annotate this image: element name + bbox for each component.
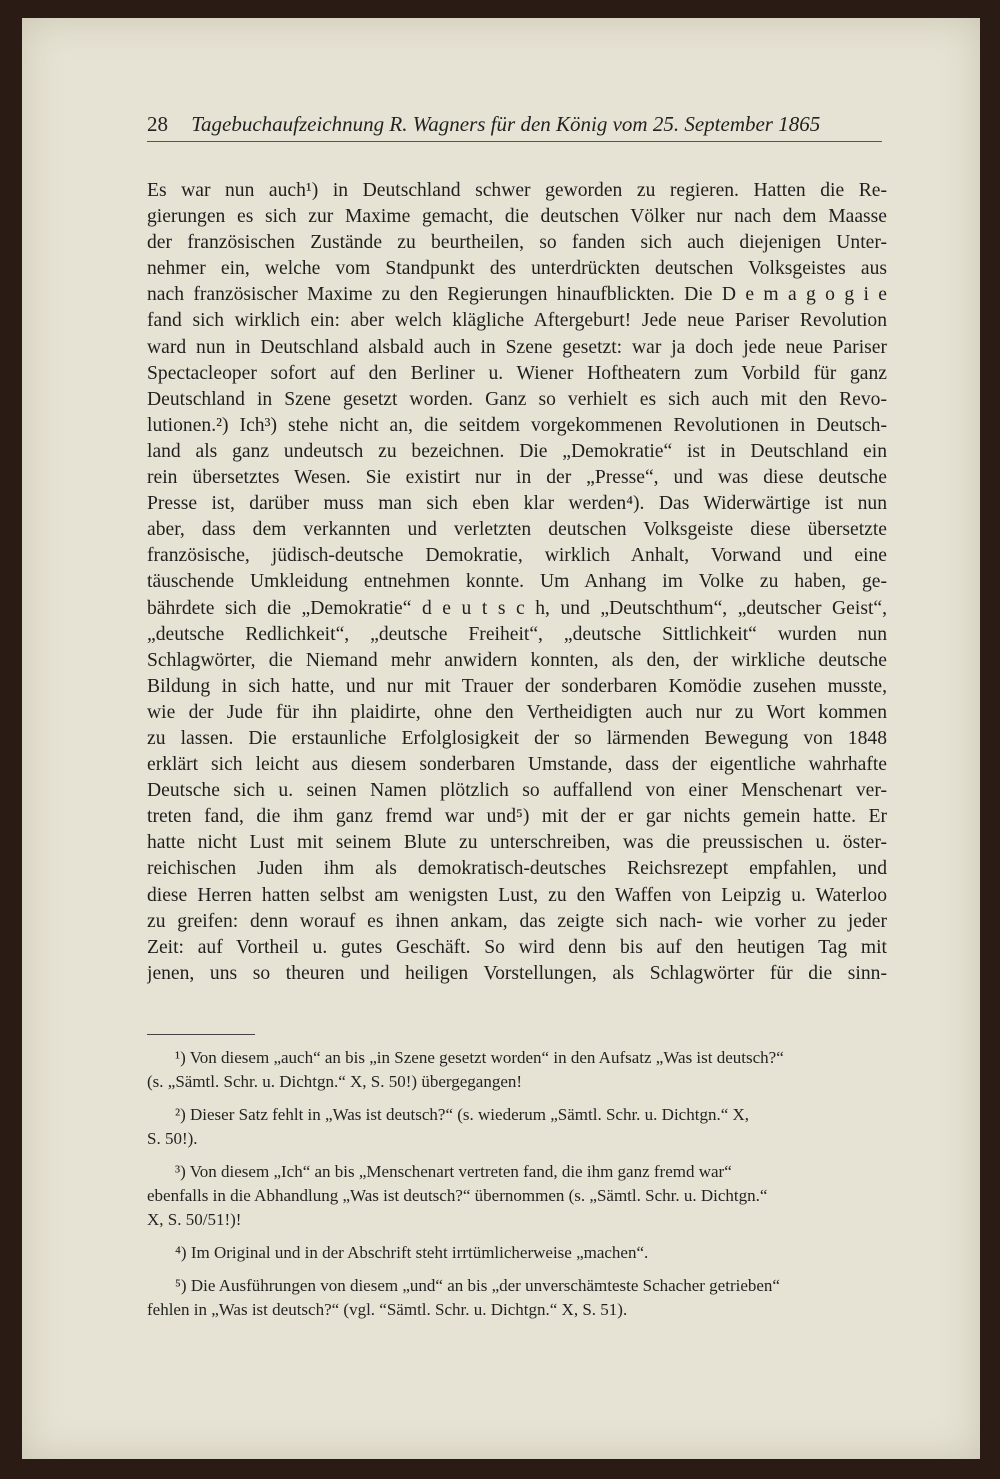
text-line: französische, jüdisch-deutsche Demokratie, wirklich Anhalt, Vorwand und eine (147, 545, 887, 567)
running-title: Tagebuchaufzeichnung R. Wagners für den König vom 25. September 1865 (191, 112, 821, 136)
footnote (147, 1160, 887, 1232)
text-line: nach französischer Maxime zu den Regierungen hinaufblickten. Die D e m a g o g i e (147, 284, 887, 306)
text-line: nehmer ein, welche vom Standpunkt des unterdrückten deutschen Volksgeistes aus (147, 258, 887, 280)
text-line: land als ganz undeutsch zu bezeichnen. Die „Demokratie“ ist in Deutschland ein (147, 440, 887, 462)
text-line: zu lassen. Die erstaunliche Erfolglosigkeit der so lärmenden Bewegung von 1848 (147, 727, 887, 749)
text-line: treten fand, die ihm ganz fremd war und⁵) mit der er gar nichts gemein hatte. Er (147, 806, 887, 828)
footnote-line: ²) Dieser Satz fehlt in „Was ist deutsch?“ (s. wiederum „Sämtl. Schr. u. Dichtgn.“ X, (175, 1105, 750, 1124)
footnote-line: fehlen in „Was ist deutsch?“ (vgl. “Sämtl. Schr. u. Dichtgn.“ X, S. 51). (147, 1300, 628, 1319)
text-line: Deutsche sich u. seinen Namen plötzlich so auffallend von einer Menschenart ver- (147, 780, 887, 802)
text-line: Deutschland in Szene gesetzt worden. Ganz so verhielt es sich auch mit den Revo- (147, 388, 887, 410)
text-line: Es war nun auch¹) in Deutschland schwer geworden zu regieren. Hatten die Re- (147, 180, 887, 201)
footnote-line: ¹) Von diesem „auch“ an bis „in Szene gesetzt worden“ in den Aufsatz „Was ist deutsch?“ (175, 1048, 784, 1067)
text-line: aber, dass dem verkannten und verletzten deutschen Volksgeiste diese übersetzte (147, 519, 887, 541)
footnote-line: (s. „Sämtl. Schr. u. Dichtgn.“ X, S. 50!) übergegangen! (147, 1072, 523, 1091)
footnote-line: ³) Von diesem „Ich“ an bis „Menschenart vertreten fand, die ihm ganz fremd war“ (175, 1162, 732, 1181)
text-line: erklärt sich leicht aus diesem sonderbaren Umstande, dass der eigentliche wahrhafte (147, 754, 887, 776)
text-line: hatte nicht Lust mit seinem Blute zu unterschreiben, was die preussischen u. öster- (147, 832, 887, 854)
text-line: rein übersetztes Wesen. Sie existirt nur in der „Presse“, und was diese deutsche (147, 467, 887, 489)
text-line: fand sich wirklich ein: aber welch klägliche Aftergeburt! Jede neue Pariser Revolution (147, 310, 887, 332)
page-number: 28 (147, 112, 168, 136)
footnote-line: ⁴) Im Original und in der Abschrift steht irrtümlicherweise „machen“. (175, 1243, 649, 1262)
text-line: zu greifen: denn worauf es ihnen ankam, das zeigte sich nach- wie vorher zu jeder (147, 910, 887, 932)
footnote (147, 1241, 887, 1265)
footnote-line: ⁵) Die Ausführungen von diesem „und“ an bis „der unverschämteste Schacher getrieben“ (175, 1276, 780, 1295)
footnote-line: S. 50!). (147, 1129, 198, 1148)
text-line: wie der Jude für ihn plaidirte, ohne den Vertheidigten auch nur zu Wort kommen (147, 701, 887, 723)
footnote-line: ebenfalls in die Abhandlung „Was ist deutsch?“ übernommen (s. „Sämtl. Schr. u. Dichtgn.“ (147, 1186, 768, 1205)
text-line: lutionen.²) Ich³) stehe nicht an, die seitdem vorgekommenen Revolutionen in Deutsch- (147, 414, 887, 436)
text-line: Schlagwörter, die Niemand mehr anwidern konnten, als den, der wirkliche deutsche (147, 649, 887, 671)
text-line: täuschende Umkleidung entnehmen konnte. Um Anhang im Volke zu haben, ge- (147, 571, 887, 593)
text-line: jenen, uns so theuren und heiligen Vorstellungen, als Schlagwörter für die sinn- (147, 962, 887, 984)
text-line: Zeit: auf Vortheil u. gutes Geschäft. So wird denn bis auf den heutigen Tag mit (147, 936, 887, 958)
footnote-rule (147, 1034, 255, 1035)
footnote (147, 1103, 887, 1151)
text-line: bährdete sich die „Demokratie“ d e u t s c h, und „Deutschthum“, „deutscher Geist“, (147, 597, 887, 619)
text-line: Spectacleoper sofort auf den Berliner u. Wiener Hoftheatern zum Vorbild für ganz (147, 362, 887, 384)
text-line: diese Herren hatten selbst am wenigsten Lust, zu den Waffen von Leipzig u. Waterloo (147, 884, 887, 906)
running-header (147, 112, 882, 142)
main-text (147, 178, 887, 987)
text-line: „deutsche Redlichkeit“, „deutsche Freiheit“, „deutsche Sittlichkeit“ wurden nun (147, 623, 887, 645)
text-line: der französischen Zustände zu beurtheilen, so fanden sich auch diejenigen Unter- (147, 232, 887, 254)
text-line: ward nun in Deutschland alsbald auch in Szene gesetzt: war ja doch jede neue Pariser (147, 336, 887, 358)
footnotes (147, 1046, 887, 1331)
footnote-line: X, S. 50/51!)! (147, 1210, 242, 1229)
text-line: reichischen Juden ihm als demokratisch-deutsches Reichsrezept empfahlen, und (147, 858, 887, 880)
footnote (147, 1274, 887, 1322)
text-line: Presse ist, darüber muss man sich eben klar werden⁴). Das Widerwärtige ist nun (147, 493, 887, 515)
footnote (147, 1046, 887, 1094)
text-line: gierungen es sich zur Maxime gemacht, die deutschen Völker nur nach dem Maasse (147, 206, 887, 228)
text-line: Bildung in sich hatte, und nur mit Trauer der sonderbaren Komödie zusehen musste, (147, 675, 887, 697)
